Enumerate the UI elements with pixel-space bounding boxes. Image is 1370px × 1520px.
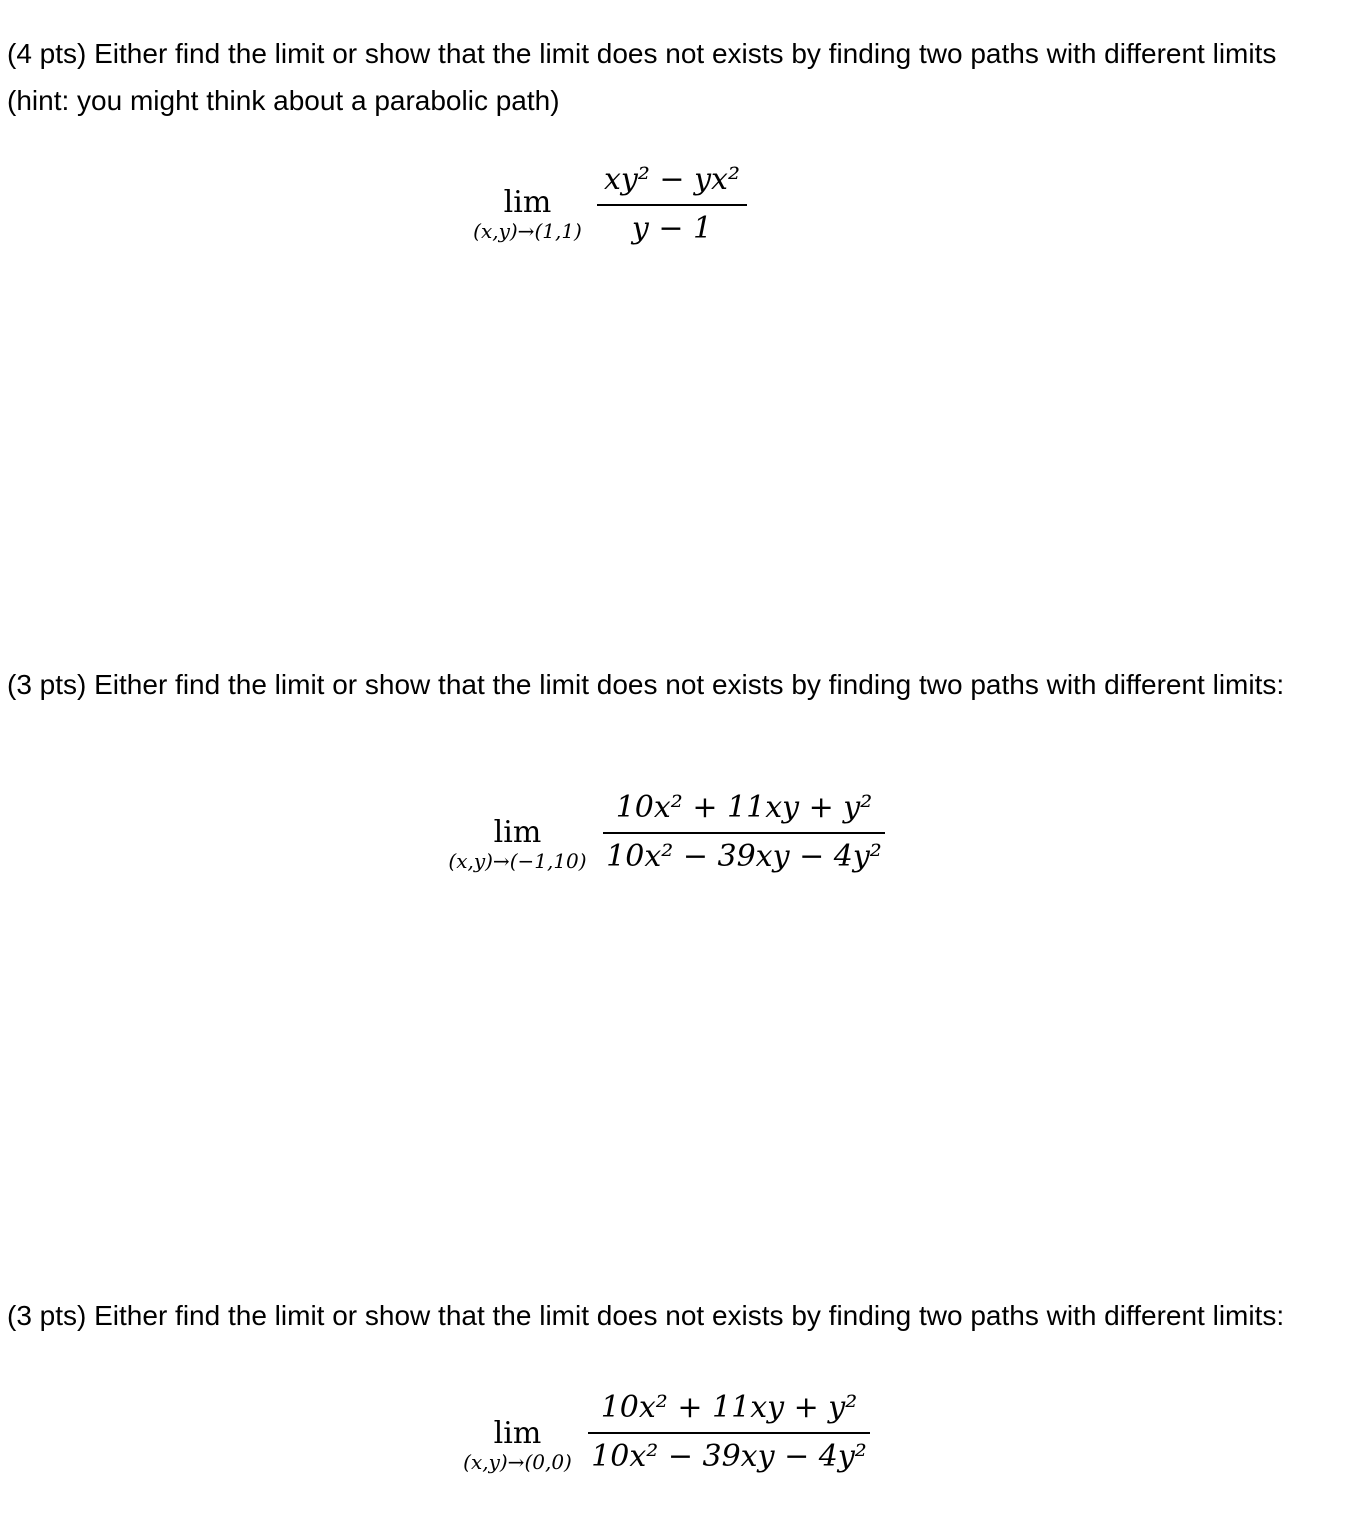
fraction: [597, 160, 747, 249]
fraction-bar: [588, 1432, 870, 1434]
lim-word: lim: [493, 815, 542, 850]
fraction-denominator: y − 1: [631, 211, 713, 246]
problem-2-formula: [435, 788, 895, 898]
problem-2-text: (3 pts) Either find the limit or show that the limit does not exists by finding two paths with different limits:: [7, 669, 1285, 700]
fraction-denominator: 10x² − 39xy − 4y²: [591, 1439, 867, 1474]
limit-operator: [450, 1416, 585, 1475]
problem-1-text: (4 pts) Either find the limit or show that the limit does not exists by finding two paths with different limits (hint: you might think about a parabolic path): [7, 38, 1277, 116]
problem-1-formula: [455, 160, 755, 270]
fraction-bar: [603, 832, 885, 834]
fraction-numerator: 10x² + 11xy + y²: [600, 1390, 858, 1425]
problem-3-formula: [450, 1388, 880, 1498]
lim-word: lim: [493, 1416, 542, 1451]
limit-approach: (x,y)→(−1,10): [448, 849, 587, 873]
limit-operator: [435, 815, 600, 874]
fraction: [603, 788, 885, 877]
fraction: [588, 1388, 870, 1477]
limit-operator: [455, 185, 600, 244]
fraction-bar: [597, 204, 747, 206]
fraction-denominator: 10x² − 39xy − 4y²: [606, 839, 882, 874]
fraction-numerator: xy² − yx²: [604, 162, 740, 197]
problem-3-text: (3 pts) Either find the limit or show that the limit does not exists by finding two paths with different limits:: [7, 1300, 1285, 1331]
limit-approach: (x,y)→(0,0): [463, 1450, 572, 1474]
limit-approach: (x,y)→(1,1): [473, 219, 582, 243]
lim-word: lim: [503, 185, 552, 220]
fraction-numerator: 10x² + 11xy + y²: [615, 790, 873, 825]
